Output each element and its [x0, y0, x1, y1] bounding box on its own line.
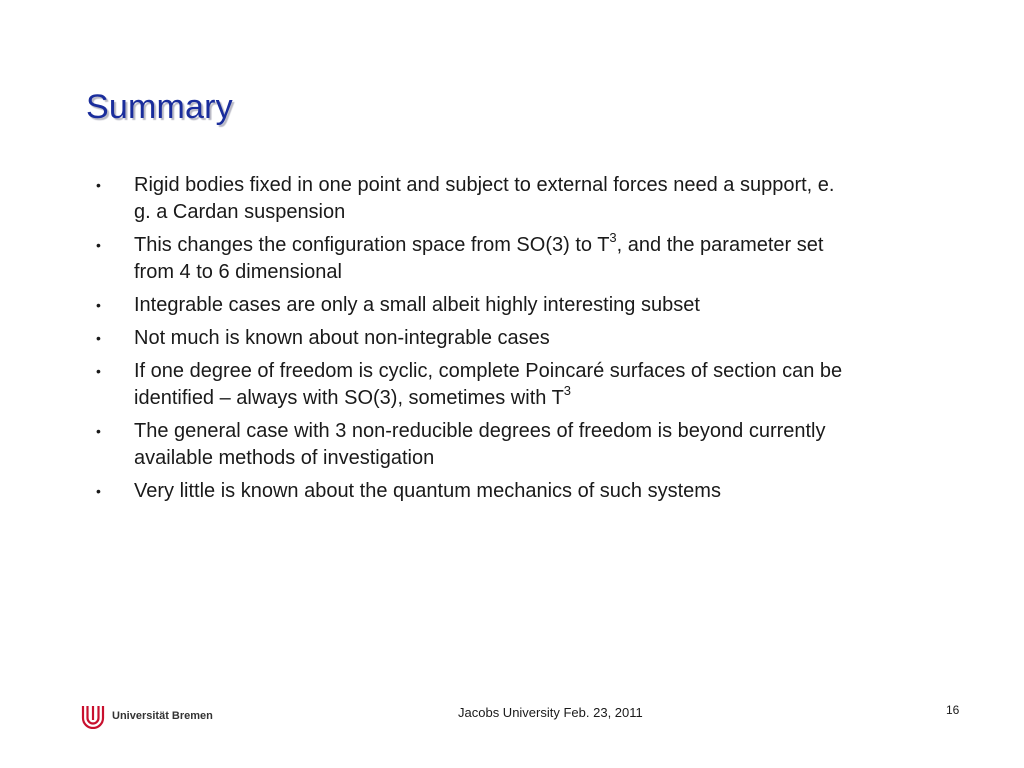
bullet-list: [96, 172, 856, 511]
university-logo: [80, 703, 213, 729]
bullet-icon: •: [96, 330, 101, 346]
bullet-item: [96, 292, 856, 319]
bullet-text: Integrable cases are only a small albeit highly interesting subset: [134, 294, 700, 316]
bullet-text: Rigid bodies fixed in one point and subject to external forces need a support, e. g. a Cardan suspension: [134, 174, 835, 223]
bullet-icon: •: [96, 237, 101, 253]
bullet-icon: •: [96, 297, 101, 313]
bullet-text: Very little is known about the quantum mechanics of such systems: [134, 480, 721, 502]
slide-title: Summary: [86, 88, 233, 126]
superscript: 3: [609, 230, 617, 246]
footer-event: Jacobs University Feb. 23, 2011: [458, 705, 643, 720]
bullet-item: [96, 418, 856, 472]
bullet-icon: •: [96, 177, 101, 193]
bullet-text: If one degree of freedom is cyclic, complete Poincaré surfaces of section can be identified – always with SO(3), sometimes with $T^3$: [134, 360, 843, 409]
bullet-item: [96, 232, 856, 286]
page-number: 16: [946, 703, 960, 717]
bullet-icon: •: [96, 483, 101, 499]
bullet-item: [96, 478, 856, 505]
university-emblem-icon: [80, 703, 106, 729]
bullet-icon: •: [96, 363, 101, 379]
bullet-text: The general case with 3 non-reducible degrees of freedom is beyond currently available methods of investigation: [134, 420, 826, 469]
bullet-item: [96, 358, 856, 412]
superscript: 3: [563, 383, 572, 399]
logo-text: Universität Bremen: [112, 710, 213, 722]
bullet-icon: •: [96, 423, 101, 439]
bullet-item: [96, 172, 856, 226]
bullet-text: Not much is known about non-integrable cases: [134, 327, 550, 349]
bullet-text: This changes the configuration space from SO(3) to $T^3$, and the parameter set from 4 to 6 dimensional: [134, 230, 824, 283]
bullet-item: [96, 325, 856, 352]
